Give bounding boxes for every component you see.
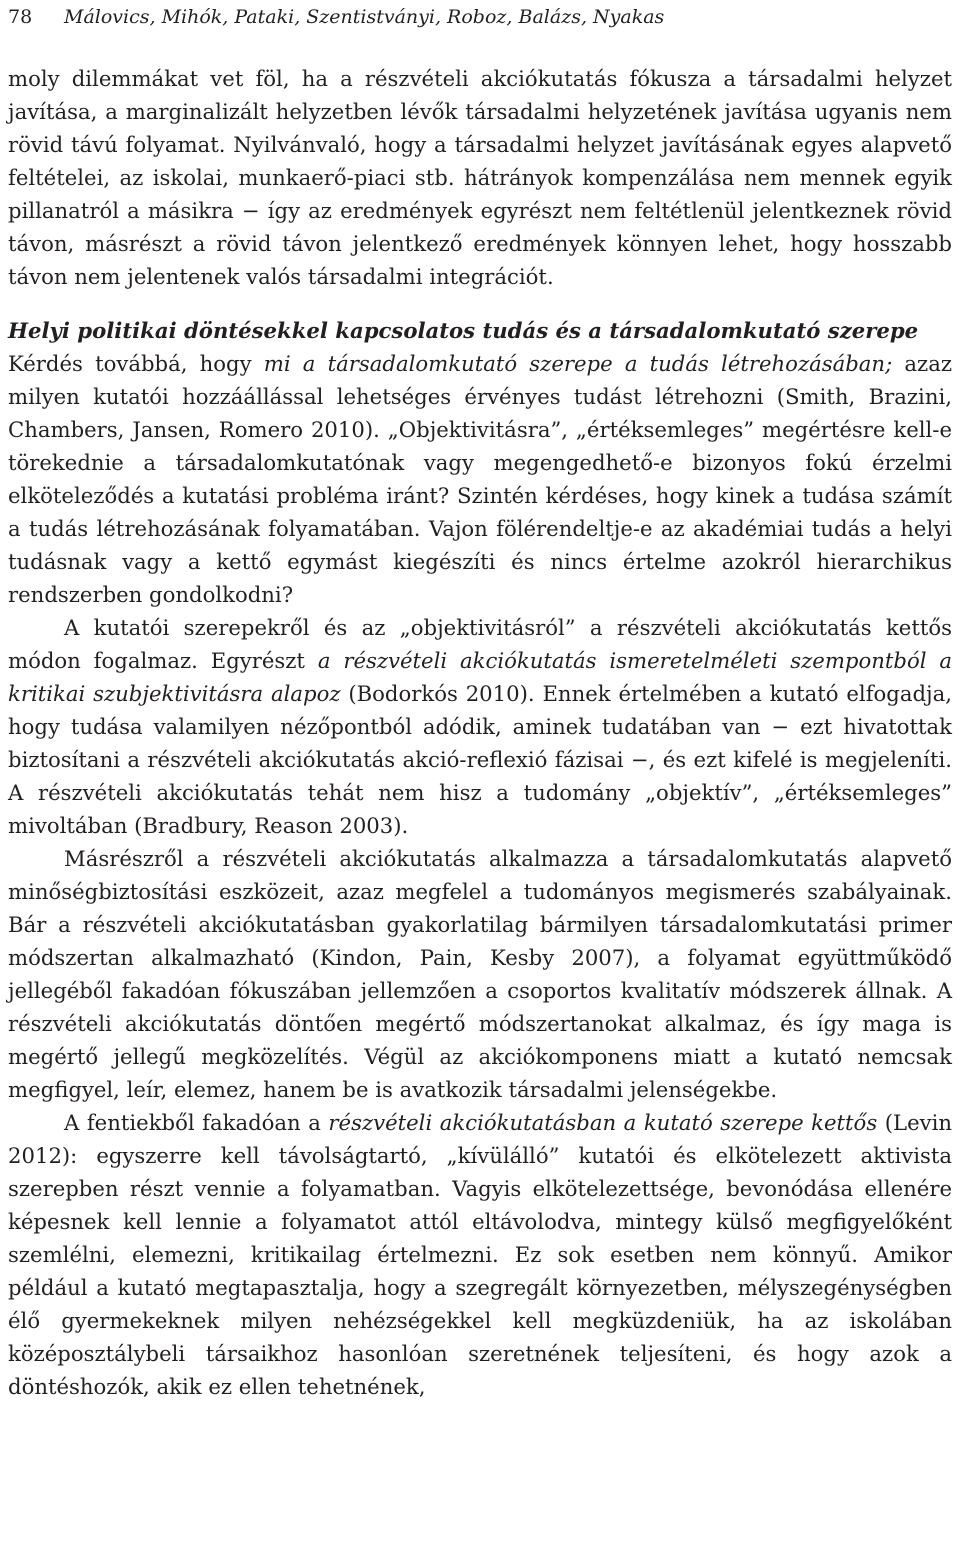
paragraph-text: Kérdés továbbá, hogy bbox=[8, 351, 264, 376]
paragraph-text: (Levin 2012): egyszerre kell távolságtartó, „kívülálló” kutatói és elkötelezett aktivista szerepben részt vennie a folyamatban. Vagyis elkötelezettsége, bevonódása ellenére képesnek kell lennie a folyamatot attól eltávolodva, mintegy külső megfigyelőként szemlélni, elemezni, kritikailag értelmezni. Ez sok esetben nem könnyű. Amikor például a kutató megtapasztalja, hogy a szegregált környezetben, mélyszegénységben élő gyermekeknek milyen nehézségekkel kell megküzdeniük, ha az iskolában középosztálybeli társaikhoz hasonlóan szeretnének teljesíteni, és hogy azok a döntéshozók, akik ez ellen tehetnének, bbox=[8, 1110, 953, 1399]
paragraph-text: A kutatói szerepekről és az „objektivitásról” a részvételi akciókutatás kettős módon fogalmaz. Egyrészt bbox=[8, 615, 952, 673]
running-head bbox=[8, 0, 952, 34]
body-text bbox=[8, 62, 952, 1403]
paragraph-text: A fentiekből fakadóan a bbox=[64, 1110, 329, 1135]
paragraph-methodology: Másrészről a részvételi akciókutatás alkalmazza a társadalomkutatás alapvető minőségbiztosítási eszközeit, azaz megfelel a tudományos megismerés szabályainak. Bár a részvételi akciókutatásban gyakorlatilag bármilyen társadalomkutatási primer módszertan alkalmazható (Kindon, Pain, Kesby 2007), a folyamat együttműködő jellegéből fakadóan fókuszában jellemzően a csoportos kvalitatív módszerek állnak. A részvételi akciókutatás döntően megértő módszertanokat alkalmaz, és így maga is megértő jellegű megközelítés. Végül az akciókomponens miatt a kutató nemcsak megfigyel, leír, elemez, hanem be is avatkozik társadalmi jelenségekbe. bbox=[8, 846, 952, 1102]
italic-emphasis: részvételi akciókutatásban a kutató szerepe kettős bbox=[328, 1110, 878, 1135]
paragraph-dual-role bbox=[8, 1106, 952, 1403]
paragraph-continuation: moly dilemmákat vet föl, ha a részvételi akciókutatás fókusza a társadalmi helyzet javítása, a marginalizált helyzetben lévők társadalmi helyzetének javítása ugyanis nem rövid távú folyamat. Nyilvánvaló, hogy a társadalmi helyzet javításának egyes alapvető feltételei, az iskolai, munkaerő-piaci stb. hátrányok kompenzálása nem mennek egyik pillanatról a másikra − így az eredmények egyrészt nem feltétlenül jelentkeznek rövid távon, másrészt a rövid távon jelentkező eredmények könnyen lehet, hogy hosszabb távon nem jelentenek valós társadalmi integrációt. bbox=[8, 66, 952, 289]
page-number: 78 bbox=[8, 6, 33, 28]
paragraph-text: (Bodorkós 2010). Ennek értelmében a kutató elfogadja, hogy tudása valamilyen nézőpontból adódik, aminek tudatában van − ezt hivatottak biztosítani a részvételi akciókutatás akció-reflexió fázisai −, és ezt kifelé is megjeleníti. A részvételi akciókutatás tehát nem hisz a tudomány „objektív”, „értéksemleges” mivoltában (Bradbury, Reason 2003). bbox=[8, 681, 952, 838]
paragraph-text: azaz milyen kutatói hozzáállással lehetséges érvényes tudást létrehozni (Smith, Brazini, Chambers, Jansen, Romero 2010). „Objektivitásra”, „értéksemleges” megértésre kell-e törekednie a társadalomkutatónak vagy megengedhető-e bizonyos fokú érzelmi elköteleződés a kutatási probléma iránt? Szintén kérdéses, hogy kinek a tudása számít a tudás létrehozásának folyamatában. Vajon fölérendeltje-e az akadémiai tudás a helyi tudásnak vagy a kettő egymást kiegészíti és nincs értelme azokról hierarchikus rendszerben gondolkodni? bbox=[8, 351, 952, 607]
italic-emphasis: mi a társadalomkutató szerepe a tudás létrehozásában; bbox=[263, 351, 893, 376]
italic-emphasis: a részvételi akciókutatás ismeretelméleti szempontból a kritikai szubjektivitásra alapoz bbox=[8, 648, 953, 706]
running-head-authors: Málovics, Mihók, Pataki, Szentistványi, Roboz, Balázs, Nyakas bbox=[64, 6, 665, 28]
section-heading: Helyi politikai döntésekkel kapcsolatos tudás és a társadalomkutató szerepe bbox=[8, 318, 919, 343]
paragraph-researcher-role-question bbox=[8, 347, 952, 611]
paragraph-objectivity bbox=[8, 611, 952, 842]
